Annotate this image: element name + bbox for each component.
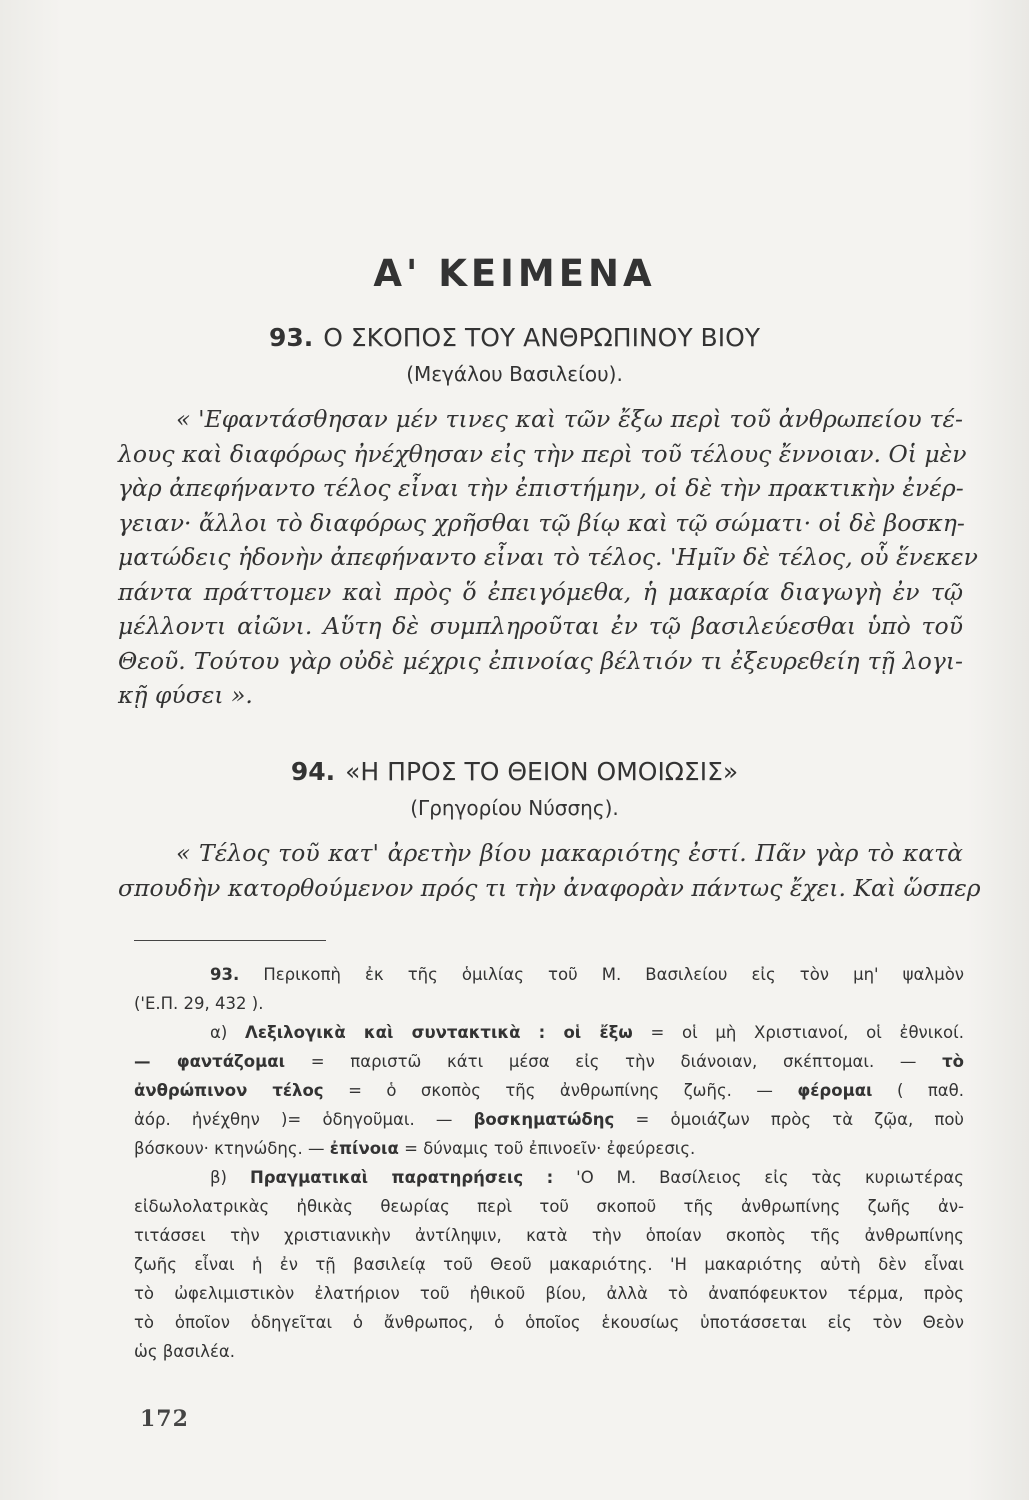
section-title: «Η ΠΡΟΣ ΤΟ ΘΕΙΟΝ ΟΜΟΙΩΣΙΣ» [345,757,739,786]
footnote-line: ('Ε.Π. 29, 432 ). [134,994,264,1013]
footnote-line: ὡς βασιλέα. [134,1342,235,1361]
footnote-divider [134,940,326,941]
footnote-line: τιτάσσει τὴν χριστιανικὴν ἀντίληψιν, κατὰ τὴν ὁποίαν σκοπὸς τῆς ἀνθρωπίνης [134,1226,964,1245]
footnote-line: α) Λεξιλογικὰ καὶ συντακτικὰ : οἱ ἔξω = οἱ μὴ Χριστιανοί, οἱ ἐθνικοί. [210,1023,964,1042]
footnote-line: τὸ ὁποῖον ὁδηγεῖται ὁ ἄνθρωπος, ὁ ὁποῖος ἑκουσίως ὑποτάσσεται εἰς τὸν Θεὸν [134,1313,964,1332]
footnote-line: βόσκουν· κτηνώδης. — ἐπίνοια = δύναμις τοῦ ἐπινοεῖν· ἐφεύρεσις. [134,1139,696,1158]
text-line: πάντα πράττομεν καὶ πρὸς ὅ ἐπειγόμεθα, ἡ μακαρία διαγωγὴ ἐν τῷ [118,577,963,606]
text-line: « Τέλος τοῦ κατ' ἀρετὴν βίου μακαριότης ἐστί. Πᾶν γὰρ τὸ κατὰ [176,839,963,867]
section-title: Ο ΣΚΟΠΟΣ ΤΟΥ ΑΝΘΡΩΠΙΝΟΥ ΒΙΟΥ [323,323,761,352]
footnote-line: β) Πραγματικαὶ παρατηρήσεις : 'Ο Μ. Βασίλειος εἰς τὰς κυριωτέρας [210,1168,964,1187]
footnote-number: 93. [210,965,240,984]
section-94-heading [0,757,1029,786]
text-line: ματώδεις ἡδονὴν ἀπεφήναντο εἶναι τὸ τέλος. 'Ημῖν δὲ τέλος, οὗ ἕνεκεν [118,543,978,571]
text-line: γειαν· ἄλλοι τὸ διαφόρως χρῆσθαι τῷ βίῳ καὶ τῷ σώματι· οἱ δὲ βοσκη- [118,508,965,537]
footnote-line: εἰδωλολατρικὰς ἠθικὰς θεωρίας περὶ τοῦ σκοποῦ τῆς ἀνθρωπίνης ζωῆς ἀν- [134,1197,964,1216]
text-line: κῇ φύσει ». [118,681,253,709]
text-line: « 'Εφαντάσθησαν μέν τινες καὶ τῶν ἔξω περὶ τοῦ ἀνθρωπείου τέ- [176,405,963,433]
footnote-line: ζωῆς εἶναι ἡ ἐν τῇ βασιλείᾳ τοῦ Θεοῦ μακαριότης. 'Η μακαριότης αὐτὴ δὲν εἶναι [134,1255,964,1274]
text-line: Θεοῦ. Τούτου γὰρ οὐδὲ μέχρις ἐπινοίας βέλτιόν τι ἐξευρεθείη τῇ λογι- [118,646,963,675]
text-line: μέλλοντι αἰῶνι. Αὕτη δὲ συμπληροῦται ἐν τῷ βασιλεύεσθαι ὑπὸ τοῦ [118,612,963,640]
section-93-body [118,402,978,713]
chapter-title: Α' ΚΕΙΜΕΝΑ [373,252,656,295]
section-94-source: (Γρηγορίου Νύσσης). [410,796,619,820]
page-number: 172 [140,1406,189,1432]
section-94-body [118,836,981,905]
footnote-line: τὸ ὠφελιμιστικὸν ἐλατήριον τοῦ ἠθικοῦ βίου, ἀλλὰ τὸ ἀναπόφευκτον τέρμα, πρὸς [134,1284,964,1303]
footnote-line: ἀνθρώπινον τέλος = ὁ σκοπὸς τῆς ἀνθρωπίνης ζωῆς. — φέρομαι ( παθ. [134,1081,965,1100]
footnote-line: ἀόρ. ἠνέχθην )= ὁδηγοῦμαι. — βοσκηματώδης = ὁμοιάζων πρὸς τὰ ζῷα, ποὺ [134,1110,964,1129]
section-number: 94. [290,757,336,786]
text-line: γὰρ ἀπεφήναντο τέλος εἶναι τὴν ἐπιστήμην, οἱ δὲ τὴν πρακτικὴν ἐνέρ- [118,474,964,502]
section-93-source: (Μεγάλου Βασιλείου). [406,362,623,386]
footnote-line: 93. Περικοπὴ ἐκ τῆς ὁμιλίας τοῦ Μ. Βασιλείου εἰς τὸν μη' ψαλμὸν [210,965,965,984]
text-line: λους καὶ διαφόρως ἠνέχθησαν εἰς τὴν περὶ τοῦ τέλους ἔννοιαν. Οἱ μὲν [118,439,967,468]
footnote-line: — φαντάζομαι = παριστῶ κάτι μέσα εἰς τὴν διάνοιαν, σκέπτομαι. — τὸ [134,1052,965,1071]
section-93-heading [0,323,1029,352]
footnotes [134,960,964,1366]
text-line: σπουδὴν κατορθούμενον πρός τι τὴν ἀναφορὰν πάντως ἔχει. Καὶ ὥσπερ [118,873,981,902]
section-number: 93. [268,323,314,352]
